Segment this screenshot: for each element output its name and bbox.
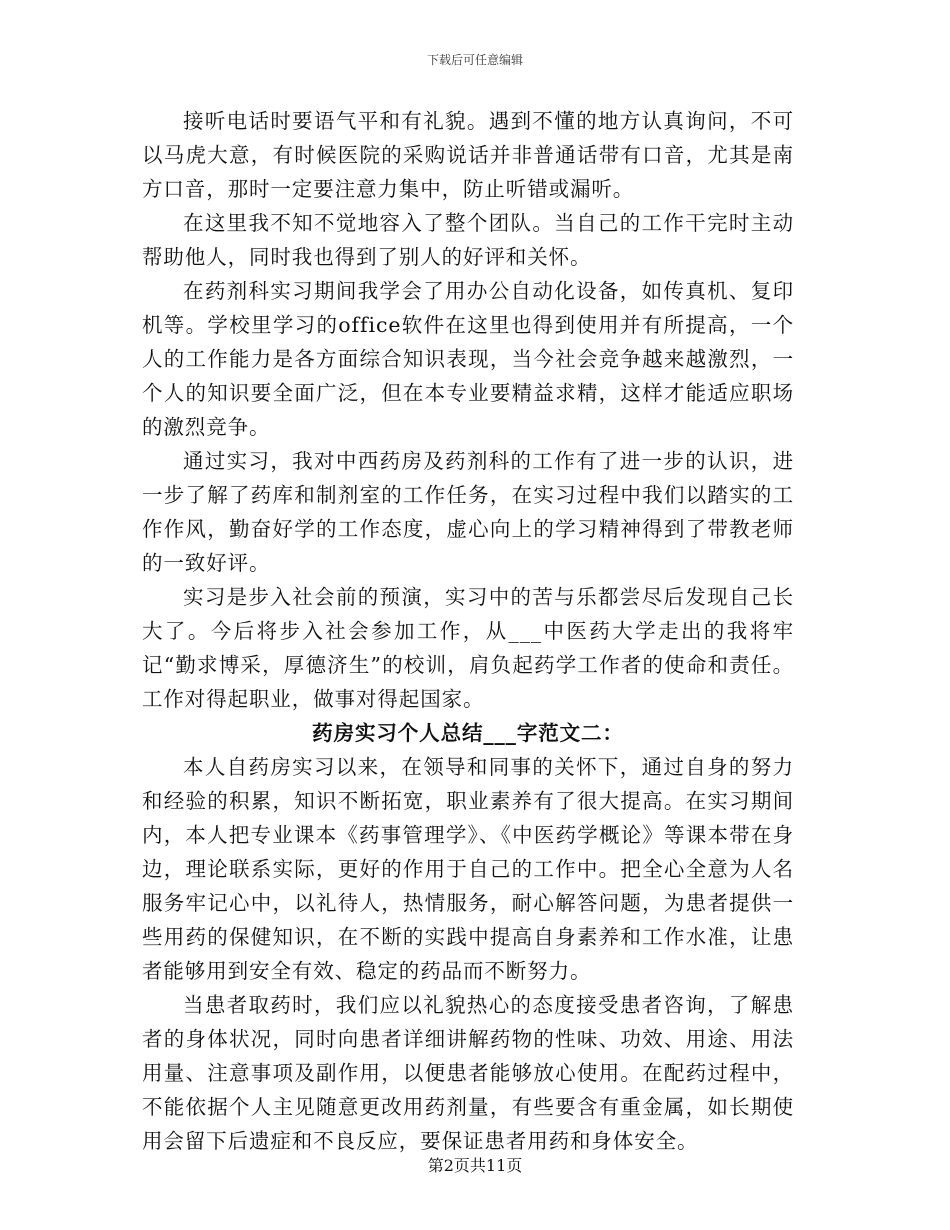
paragraph: 当患者取药时，我们应以礼貌热心的态度接受患者咨询，了解患者的身体状况，同时向患者详细讲解药物的性味、功效、用途、用法用量、注意事项及副作用，以便患者能够放心使用。在配药过程中，不能依据个人主见随意更改用药剂量，有些要含有重金属，如长期使用会留下后遗症和不良反应，要保证患者用药和身体安全。: [142, 993, 794, 1153]
paragraph: 在药剂科实习期间我学会了用办公自动化设备，如传真机、复印机等。学校里学习的office软件在这里也得到使用并有所提高，一个人的工作能力是各方面综合知识表现，当今社会竞争越来越激烈，一个人的知识要全面广泛，但在本专业要精益求精，这样才能适应职场的激烈竞争。: [142, 279, 794, 439]
paragraph: 实习是步入社会前的预演，实习中的苦与乐都尝尽后发现自己长大了。今后将步入社会参加工作，从___中医药大学走出的我将牢记“勤求博采，厚德济生”的校训，肩负起药学工作者的使命和责任。工作对得起职业，做事对得起国家。: [142, 585, 794, 711]
paragraph: 在这里我不知不觉地容入了整个团队。当自己的工作干完时主动帮助他人，同时我也得到了别人的好评和关怀。: [142, 211, 794, 269]
page-header: 下载后可任意编辑: [426, 53, 523, 67]
paragraph: 通过实习，我对中西药房及药剂科的工作有了进一步的认识，进一步了解了药库和制剂室的工作任务，在实习过程中我们以踏实的工作作风，勤奋好学的工作态度，虚心向上的学习精神得到了带教老师的一致好评。: [142, 449, 794, 575]
document-body: [142, 104, 794, 1158]
section-heading: 药房实习个人总结___字范文二：: [312, 721, 624, 745]
page-footer: 第2页共11页: [427, 1156, 523, 1175]
paragraph: 接听电话时要语气平和有礼貌。遇到不懂的地方认真询问，不可以马虎大意，有时候医院的采购说话并非普通话带有口音，尤其是南方口音，那时一定要注意力集中，防止听错或漏听。: [142, 109, 794, 201]
paragraph: 本人自药房实习以来，在领导和同事的关怀下，通过自身的努力和经验的积累，知识不断拓宽，职业素养有了很大提高。在实习期间内，本人把专业课本《药事管理学》、《中医药学概论》等课本带在身边，理论联系实际，更好的作用于自己的工作中。把全心全意为人名服务牢记心中，以礼待人，热情服务，耐心解答问题，为患者提供一些用药的保健知识，在不断的实践中提高自身素养和工作水准，让患者能够用到安全有效、稳定的药品而不断努力。: [142, 755, 794, 983]
